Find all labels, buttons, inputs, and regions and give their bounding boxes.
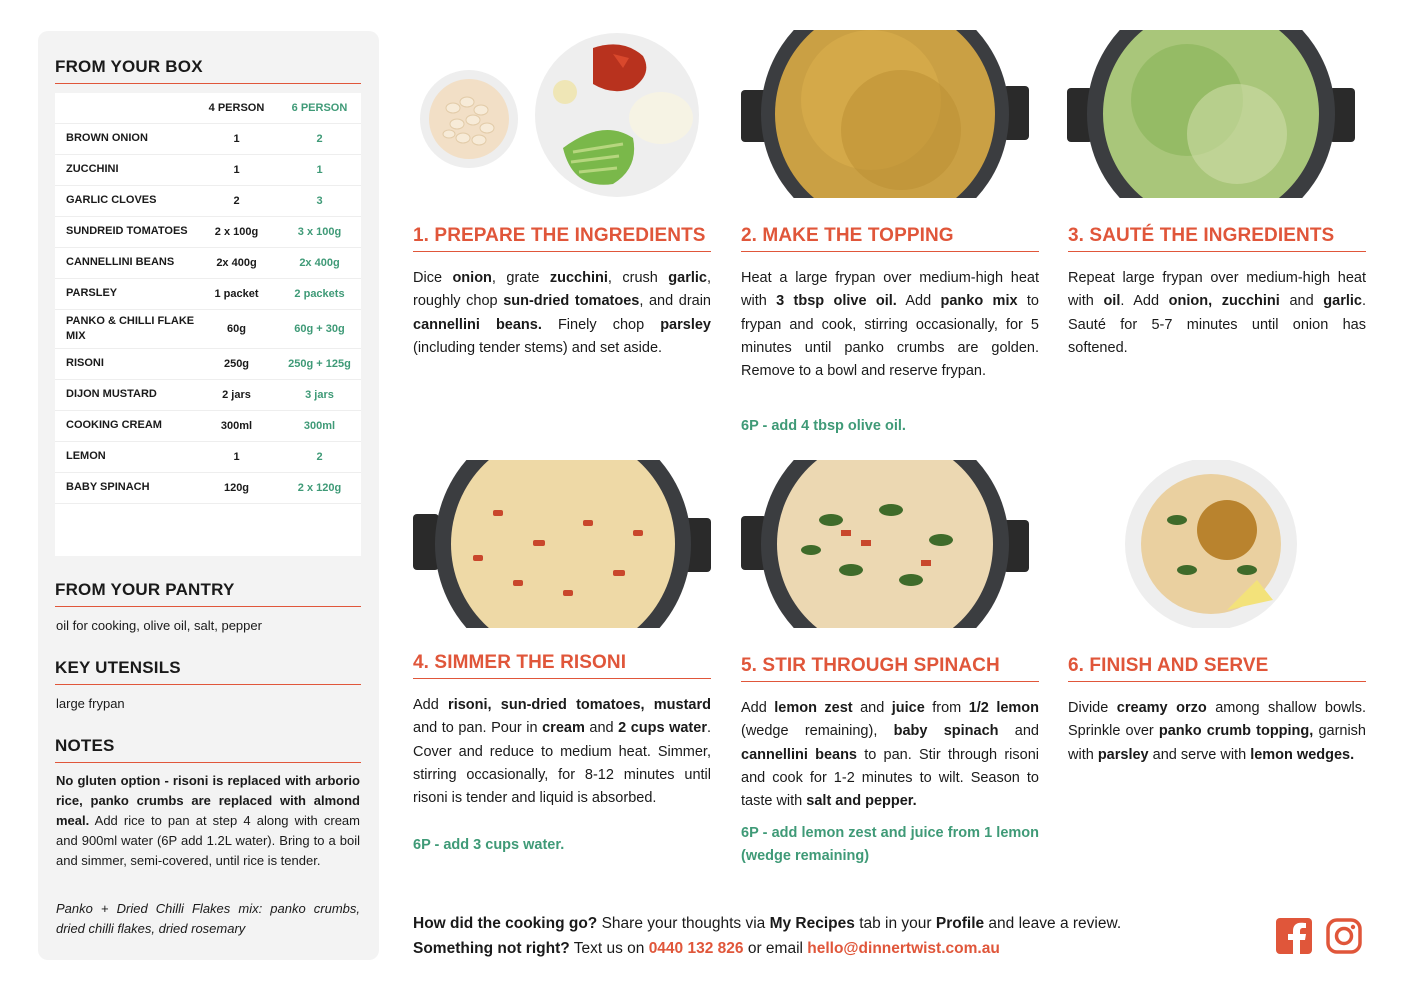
step-text-segment: creamy orzo [1116, 700, 1207, 716]
qty-4-person: 2 x 100g [214, 226, 259, 238]
step-2-text [741, 267, 1039, 383]
qty-6-person: 1 [316, 164, 323, 176]
step-text-segment: and [1279, 293, 1324, 310]
step-2-title: 2. MAKE THE TOPPING [741, 225, 1039, 252]
qty-6-person: 3 x 100g [297, 226, 342, 238]
step-text-segment: , grate [491, 270, 550, 286]
table-row [55, 442, 361, 473]
ingredients-sidebar [38, 31, 379, 960]
step-1-text [413, 267, 711, 360]
step-4-text [413, 694, 711, 810]
table-header-row [55, 93, 361, 124]
col-4-person: 4 PERSON [208, 102, 265, 114]
key-utensils-heading: KEY UTENSILS [55, 658, 361, 685]
qty-4-person: 2 jars [222, 389, 251, 401]
from-your-box-heading: FROM YOUR BOX [55, 57, 361, 84]
qty-6-person: 3 [316, 195, 323, 207]
step-text-segment: , and drain [639, 293, 711, 310]
step-text-segment: . Add [1120, 293, 1169, 310]
qty-4-person: 1 [233, 133, 240, 145]
ingredient-name: BROWN ONION [66, 132, 148, 145]
ingredient-name: SUNDREID TOMATOES [66, 225, 188, 238]
step-6-title: 6. FINISH AND SERVE [1068, 655, 1366, 682]
table-row [55, 411, 361, 442]
step-text-segment: oil [1103, 293, 1121, 310]
step-5-6p-note: 6P - add lemon zest and juice from 1 lemon (wedge remaining) [741, 825, 1039, 865]
step-text-segment: onion [452, 270, 492, 286]
step-text-segment: 1/2 lemon [968, 700, 1040, 716]
step-text-segment: and [584, 720, 619, 737]
step-text-segment: Dice [413, 270, 453, 286]
step-text-segment: to pan. Stir through risoni and cook for 1-2 minutes to wilt. Season to taste with [741, 746, 1039, 810]
step-text-segment: cannellini beans [741, 746, 858, 763]
qty-4-person: 300ml [220, 420, 253, 432]
step-3-photo [1067, 30, 1355, 198]
step-text-segment: , roughly chop [413, 270, 711, 310]
step-1-title: 1. PREPARE THE INGREDIENTS [413, 225, 711, 252]
step-text-segment: Add [741, 700, 775, 716]
qty-6-person: 2 packets [294, 288, 345, 300]
qty-4-person: 1 [233, 451, 240, 463]
step-4-title: 4. SIMMER THE RISONI [413, 652, 711, 679]
step-text-segment: zucchini [549, 270, 608, 286]
ingredient-name: BABY SPINACH [66, 481, 150, 494]
col-6-person: 6 PERSON [291, 102, 348, 114]
step-text-segment: and serve with [1148, 746, 1251, 763]
step-text-segment: to frypan and cook, stirring occasionally, for 5 minutes until panko crumbs are golden. Remove to a bowl and reserve frypan. [741, 293, 1039, 380]
step-text-segment: garlic [668, 270, 707, 286]
step-text-segment: . Sauté for 5-7 minutes until onion has softened. [1068, 293, 1366, 356]
qty-6-person: 300ml [303, 420, 336, 432]
ingredient-name: GARLIC CLOVES [66, 194, 157, 207]
qty-6-person: 2 x 120g [297, 482, 342, 494]
step-text-segment: garnish with [1068, 723, 1366, 763]
step-5-title: 5. STIR THROUGH SPINACH [741, 655, 1039, 682]
ingredient-name: LEMON [66, 450, 106, 463]
from-your-pantry-heading: FROM YOUR PANTRY [55, 580, 361, 607]
step-6-text [1068, 697, 1366, 767]
step-text-segment: and to pan. Pour in [413, 720, 543, 737]
step-text-segment: baby spinach [893, 723, 999, 740]
table-row [55, 217, 361, 248]
step-text-segment: sun-dried tomatoes [503, 293, 640, 310]
qty-4-person: 1 [233, 164, 240, 176]
qty-4-person: 120g [223, 482, 250, 494]
qty-4-person: 60g [227, 323, 246, 335]
step-text-segment: 3 tbsp olive oil. [776, 293, 897, 310]
step-text-segment: Finely chop [541, 316, 661, 333]
step-text-segment: garlic [1323, 293, 1362, 310]
step-text-segment: among shallow bowls. Sprinkle over [1068, 700, 1366, 740]
notes-mix-info: Panko + Dried Chilli Flakes mix: panko crumbs, dried chilli flakes, dried rosemary [56, 901, 360, 936]
facebook-icon[interactable] [1276, 918, 1312, 954]
step-6-photo [1067, 460, 1365, 628]
feedback-footer [413, 911, 1121, 961]
instagram-icon[interactable] [1326, 918, 1362, 954]
step-text-segment: risoni, sun-dried tomatoes, mustard [448, 697, 711, 713]
step-text-segment: panko crumb topping, [1158, 723, 1314, 740]
step-text-segment: lemon wedges. [1250, 746, 1355, 763]
table-row [55, 310, 361, 349]
ingredient-name: CANNELLINI BEANS [66, 256, 175, 269]
step-text-segment: Divide [1068, 700, 1117, 716]
qty-6-person: 3 jars [305, 389, 334, 401]
phone-link[interactable]: 0440 132 826 [648, 940, 744, 957]
ingredient-name: RISONI [66, 357, 104, 370]
step-text-segment: cannellini beans. [413, 316, 542, 333]
qty-4-person: 250g [223, 358, 250, 370]
step-text-segment: juice [891, 700, 925, 716]
step-text-segment: and [852, 700, 892, 716]
step-text-segment: 2 cups water [618, 720, 707, 737]
qty-6-person: 250g + 125g [288, 358, 351, 370]
qty-6-person: 2 [316, 133, 323, 145]
pantry-text: oil for cooking, olive oil, salt, pepper [56, 618, 262, 633]
qty-6-person: 2x 400g [299, 257, 340, 269]
qty-6-person: 60g + 30g [294, 323, 345, 335]
step-text-segment: Repeat large frypan over medium-high heat with [1068, 270, 1366, 310]
step-text-segment: parsley [660, 316, 711, 333]
step-text-segment: (including tender stems) and set aside. [413, 339, 663, 356]
utensils-text: large frypan [56, 696, 125, 711]
ingredient-name: ZUCCHINI [66, 163, 119, 176]
step-text-segment: panko mix [940, 293, 1018, 310]
step-4-6p-note: 6P - add 3 cups water. [413, 837, 565, 853]
step-text-segment: Heat a large frypan over medium-high heat with [741, 270, 1039, 310]
step-text-segment: and [998, 723, 1039, 740]
table-row [55, 248, 361, 279]
ingredients-table [55, 93, 361, 556]
ingredient-name: PARSLEY [66, 287, 118, 300]
table-row [55, 155, 361, 186]
step-5-photo [741, 460, 1029, 628]
table-row [55, 349, 361, 380]
step-3-text [1068, 267, 1366, 360]
step-text-segment: , crush [607, 270, 669, 286]
qty-4-person: 1 packet [214, 288, 259, 300]
step-text-segment: Add [896, 293, 941, 310]
ingredient-name: COOKING CREAM [66, 419, 162, 432]
notes-text: No gluten option - risoni is replaced with arborio rice, panko crumbs are replaced with almond meal. Add rice to pan at step 4 along with cream and 900ml water (6P add 1.2L water). Bring to a boil and simmer, semi-covered, until rice is tender. [56, 773, 360, 868]
step-text-segment: lemon zest [774, 700, 853, 716]
step-text-segment: from [924, 700, 969, 716]
table-row [55, 279, 361, 310]
step-text-segment: (wedge remaining), [741, 723, 894, 740]
notes-heading: NOTES [55, 736, 361, 763]
table-row [55, 380, 361, 411]
email-link[interactable]: hello@dinnertwist.com.au [807, 940, 1000, 957]
ingredient-name: PANKO & CHILLI FLAKE MIX [66, 314, 195, 342]
feedback-line: How did the cooking go? Share your thoughts via My Recipes tab in your Profile and leave a review. [413, 915, 1122, 932]
table-row [55, 186, 361, 217]
step-4-photo [413, 460, 711, 628]
step-3-title: 3. SAUTÉ THE INGREDIENTS [1068, 225, 1366, 252]
step-text-segment: parsley [1097, 746, 1149, 763]
step-5-text [741, 697, 1039, 813]
step-2-photo [741, 30, 1029, 198]
step-text-segment: onion, zucchini [1168, 293, 1280, 310]
step-text-segment: cream [542, 720, 585, 737]
step-text-segment: salt and pepper. [806, 793, 917, 810]
contact-line: Something not right? Text us on 0440 132 826 or email hello@dinnertwist.com.au [413, 940, 1000, 957]
table-row [55, 473, 361, 504]
table-row [55, 124, 361, 155]
step-text-segment: Add [413, 697, 449, 713]
qty-4-person: 2 [233, 195, 240, 207]
qty-4-person: 2x 400g [216, 257, 257, 269]
step-text-segment: . Cover and reduce to medium heat. Simmer, stirring occasionally, for 8-12 minutes until risoni is tender and liquid is absorbed. [413, 720, 711, 807]
qty-6-person: 2 [316, 451, 323, 463]
step-2-6p-note: 6P - add 4 tbsp olive oil. [741, 418, 906, 434]
step-1-photo [413, 30, 711, 198]
ingredient-name: DIJON MUSTARD [66, 388, 157, 401]
